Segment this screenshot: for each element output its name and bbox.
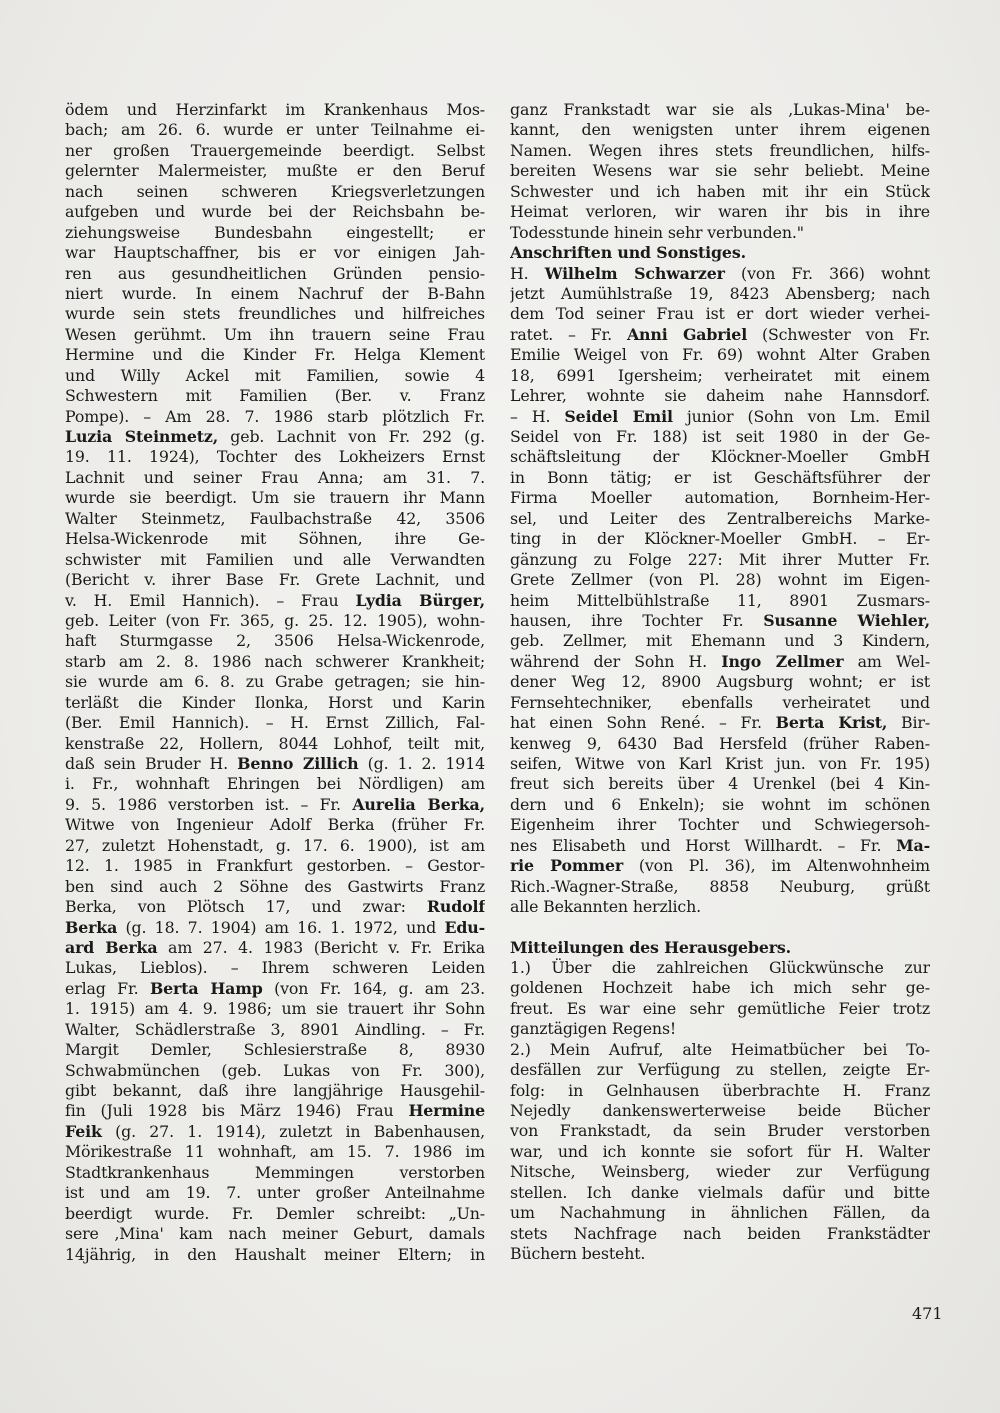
- text-segment: gänzung zu Folge 227: Mit ihrer Mutter Fr.: [510, 549, 930, 569]
- text-line: [510, 550, 930, 570]
- text-segment: Firma Moeller automation, Bornheim-Her-: [510, 488, 930, 508]
- text-segment: Namen. Wegen ihres stets freundlichen, hilfs-: [510, 140, 930, 160]
- bold-name: Susanne Wiehler,: [763, 610, 930, 630]
- text-line: [65, 877, 485, 897]
- text-line: [510, 631, 930, 651]
- text-line: [65, 366, 485, 386]
- text-segment: 18, 6991 Igersheim; verheiratet mit einem: [510, 365, 930, 385]
- text-segment: 9. 5. 1986 verstorben ist. – Fr.: [65, 794, 353, 814]
- text-line: [65, 264, 485, 284]
- text-segment: ben sind auch 2 Söhne des Gastwirts Franz: [65, 876, 485, 896]
- text-line: [510, 877, 930, 897]
- text-segment: bach; am 26. 6. wurde er unter Teilnahme ei-: [65, 120, 485, 140]
- text-line: [65, 427, 485, 447]
- text-line: [65, 304, 485, 324]
- text-line: [65, 284, 485, 304]
- right-column: [510, 100, 930, 1265]
- text-line: [65, 488, 485, 508]
- bold-name: Berka: [65, 917, 118, 937]
- text-segment: Schwabmünchen (geb. Lukas von Fr. 300),: [65, 1060, 485, 1080]
- text-line: [510, 1019, 930, 1039]
- text-segment: und Willy Ackel mit Familien, sowie 4: [65, 365, 485, 385]
- text-line: [65, 1204, 485, 1224]
- text-segment: ting in der Klöckner-Moeller GmbH. – Er-: [510, 529, 930, 549]
- text-line: [65, 202, 485, 222]
- text-line: [65, 1163, 485, 1183]
- text-line: [65, 591, 485, 611]
- text-line: [510, 652, 930, 672]
- text-line: [510, 284, 930, 304]
- text-segment: Walter, Schädlerstraße 3, 8901 Aindling. – Fr.: [65, 1019, 485, 1039]
- text-line: [510, 1101, 930, 1121]
- section-heading: [510, 243, 930, 263]
- text-segment: wurde sein stets freundliches und hilfreiches: [65, 304, 485, 324]
- text-line: [510, 264, 930, 284]
- text-segment: daß sein Bruder H.: [65, 754, 238, 773]
- text-line: [510, 345, 930, 365]
- text-line: [65, 120, 485, 140]
- text-segment: (Schwester von Fr.: [747, 324, 930, 344]
- text-segment: v. H. Emil Hannich). – Frau: [65, 590, 356, 610]
- text-segment: nes Elisabeth und Horst Willhardt. – Fr.: [510, 835, 897, 855]
- text-segment: heim Mittelbühlstraße 11, 8901 Zusmars-: [510, 590, 930, 610]
- text-segment: am 27. 4. 1983 (Bericht v. Fr. Erika: [157, 937, 485, 957]
- text-segment: Helsa-Wickenrode mit Söhnen, ihre Ge-: [65, 529, 485, 549]
- text-segment: (von Fr. 164, g. am 23.: [262, 978, 485, 998]
- text-segment: Witwe von Ingenieur Adolf Berka (früher Fr.: [65, 815, 485, 835]
- text-line: [65, 672, 485, 692]
- text-line: [510, 591, 930, 611]
- text-line: [510, 754, 930, 774]
- text-line: [65, 652, 485, 672]
- text-line: [510, 795, 930, 815]
- text-line: [510, 304, 930, 324]
- text-line: [510, 856, 930, 876]
- bold-name: Edu-: [444, 917, 485, 937]
- text-line: [510, 182, 930, 202]
- text-segment: 1. 1915) am 4. 9. 1986; um sie trauert ihr Sohn: [65, 999, 485, 1019]
- text-line: [65, 243, 485, 263]
- text-line: [510, 120, 930, 140]
- text-line: [510, 1040, 930, 1060]
- bold-name: Seidel Emil: [564, 406, 673, 426]
- text-segment: Seidel von Fr. 188) ist seit 1980 in der Ge-: [510, 427, 930, 446]
- text-line: [65, 141, 485, 161]
- text-line: [510, 1121, 930, 1141]
- text-segment: Büchern besteht.: [510, 1244, 646, 1264]
- text-segment: ratet. – Fr.: [510, 324, 627, 344]
- text-line: [510, 1162, 930, 1182]
- text-segment: dener Weg 12, 8900 Augsburg wohnt; er ist: [510, 672, 930, 692]
- bold-name: Anni Gabriel: [626, 324, 748, 344]
- text-segment: um Nachahmung in ähnlichen Fällen, da: [510, 1203, 930, 1223]
- text-segment: Rich.-Wagner-Straße, 8858 Neuburg, grüßt: [510, 876, 930, 896]
- text-segment: Fernsehtechniker, ebenfalls verheiratet und: [510, 692, 930, 712]
- text-line: [65, 734, 485, 754]
- text-segment: Lehrer, wohnte sie daheim nahe Hannsdorf.: [510, 386, 930, 406]
- text-segment: geb. Leiter (von Fr. 365, g. 25. 12. 1905), wohn-: [65, 610, 485, 630]
- text-segment: hat einen Sohn René. – Fr.: [510, 713, 776, 733]
- text-line: [65, 550, 485, 570]
- text-segment: ner großen Trauergemeinde beerdigt. Selbst: [65, 140, 485, 160]
- text-segment: folg: in Gelnhausen überbrachte H. Franz: [510, 1080, 930, 1100]
- text-line: [65, 611, 485, 631]
- text-line: [510, 999, 930, 1019]
- text-segment: alle Bekannten herzlich.: [510, 897, 702, 917]
- bold-name: Mitteilungen des Herausgebers.: [510, 937, 791, 957]
- text-segment: aufgeben und wurde bei der Reichsbahn be-: [65, 202, 485, 222]
- text-line: [510, 509, 930, 529]
- text-segment: (g. 27. 1. 1914), zuletzt in Babenhausen,: [101, 1121, 485, 1141]
- text-line: [65, 754, 485, 774]
- text-line: [65, 958, 485, 978]
- text-segment: war Hauptschaffner, bis er vor einigen Jah-: [65, 243, 485, 263]
- text-line: [65, 1061, 485, 1081]
- left-column: [65, 100, 485, 1265]
- text-line: [65, 1101, 485, 1121]
- text-segment: geb. Lachnit von Fr. 292 (g.: [218, 427, 485, 446]
- text-line: [65, 897, 485, 917]
- text-segment: ganztägigen Regens!: [510, 1019, 677, 1039]
- text-segment: sel, und Leiter des Zentralbereichs Marke-: [510, 508, 930, 528]
- text-line: [510, 366, 930, 386]
- text-segment: (von Fr. 366) wohnt: [724, 263, 930, 283]
- text-segment: 14jährig, in den Haushalt meiner Eltern; in: [65, 1244, 485, 1264]
- text-line: [65, 1040, 485, 1060]
- text-line: [510, 958, 930, 978]
- text-segment: Mörikestraße 11 wohnhaft, am 15. 7. 1986 im: [65, 1142, 485, 1162]
- text-segment: goldenen Hochzeit habe ich mich sehr ge-: [510, 978, 930, 998]
- text-line: [510, 386, 930, 406]
- text-segment: kenweg 9, 6430 Bad Hersfeld (früher Raben-: [510, 733, 930, 753]
- text-line: [65, 795, 485, 815]
- text-line: [65, 325, 485, 345]
- text-segment: (Bericht v. ihrer Base Fr. Grete Lachnit, und: [65, 570, 485, 590]
- text-line: [65, 182, 485, 202]
- text-segment: kenstraße 22, Hollern, 8044 Lohhof, teilt mit,: [65, 733, 485, 753]
- text-line: [510, 570, 930, 590]
- text-line: [65, 100, 485, 120]
- text-segment: H.: [510, 263, 545, 283]
- text-segment: junior (Sohn von Lm. Emil: [672, 406, 930, 426]
- text-line: [510, 488, 930, 508]
- text-line: [65, 774, 485, 794]
- text-line: [510, 161, 930, 181]
- text-segment: Eigenheim ihrer Tochter und Schwiegersoh-: [510, 815, 930, 835]
- text-line: [510, 407, 930, 427]
- text-line: [510, 1244, 930, 1264]
- text-segment: 27, zuletzt Hohenstadt, g. 17. 6. 1900), ist am: [65, 835, 485, 855]
- bold-name: Ingo Zellmer: [721, 651, 844, 671]
- text-line: [510, 897, 930, 917]
- bold-name: ard Berka: [65, 937, 158, 957]
- bold-name: Rudolf: [426, 897, 485, 917]
- text-line: [65, 1245, 485, 1265]
- text-line: [65, 938, 485, 958]
- text-segment: terläßt die Kinder Ilonka, Horst und Karin: [65, 692, 485, 712]
- text-line: [510, 978, 930, 998]
- text-segment: wurde sie beerdigt. Um sie trauern ihr Mann: [65, 488, 485, 508]
- text-line: [65, 856, 485, 876]
- text-line: [510, 713, 930, 733]
- text-line: [65, 1122, 485, 1142]
- text-line: [510, 611, 930, 631]
- text-segment: Nejedly dankenswerterweise beide Bücher: [510, 1101, 930, 1120]
- text-segment: schäftsleitung der Klöckner-Moeller GmbH: [510, 447, 930, 467]
- text-line: [65, 1224, 485, 1244]
- text-line: [65, 529, 485, 549]
- bold-name: Hermine: [408, 1101, 485, 1121]
- bold-name: Wilhelm Schwarzer: [544, 263, 725, 283]
- text-segment: 2.) Mein Aufruf, alte Heimatbücher bei To-: [510, 1039, 930, 1059]
- text-line: [510, 1183, 930, 1203]
- bold-name: Lydia Bürger,: [355, 590, 485, 610]
- text-segment: Wesen gerühmt. Um ihn trauern seine Frau: [65, 324, 485, 344]
- page-number: 471: [912, 1304, 943, 1323]
- text-segment: i. Fr., wohnhaft Ehringen bei Nördligen) am: [65, 774, 485, 794]
- text-segment: niert wurde. In einem Nachruf der B-Bahn: [65, 283, 485, 303]
- text-line: [65, 693, 485, 713]
- text-line: [510, 774, 930, 794]
- text-line: [510, 223, 930, 243]
- bold-name: Berta Krist,: [775, 713, 888, 733]
- text-segment: starb am 2. 8. 1986 nach schwerer Krankheit;: [65, 651, 485, 671]
- text-segment: ödem und Herzinfarkt im Krankenhaus Mos-: [65, 100, 485, 119]
- text-segment: bereiten Wesens war sie sehr beliebt. Meine: [510, 161, 930, 181]
- bold-name: Benno Zillich: [237, 754, 359, 773]
- bold-name: rie Pommer: [510, 856, 624, 876]
- text-segment: ziehungsweise Bundesbahn eingestellt; er: [65, 222, 485, 242]
- text-segment: (Ber. Emil Hannich). – H. Ernst Zillich, Fal-: [65, 713, 485, 733]
- text-line: [510, 141, 930, 161]
- text-segment: nach seinen schweren Kriegsverletzungen: [65, 181, 485, 201]
- text-segment: freut sich bereits über 4 Urenkel (bei 4 Kin-: [510, 774, 930, 794]
- text-segment: Lachnit und seiner Frau Anna; am 31. 7.: [65, 467, 485, 487]
- text-segment: beerdigt wurde. Fr. Demler schreibt: „Un-: [65, 1203, 485, 1223]
- text-line: [510, 1142, 930, 1162]
- text-segment: haft Sturmgasse 2, 3506 Helsa-Wickenrode,: [65, 631, 485, 651]
- text-segment: Stadtkrankenhaus Memmingen verstorben: [65, 1162, 485, 1182]
- text-segment: Lukas, Lieblos). – Ihrem schweren Leiden: [65, 958, 485, 978]
- paragraph-gap: [510, 918, 930, 938]
- text-segment: sie wurde am 6. 8. zu Grabe getragen; sie hin-: [65, 672, 485, 692]
- bold-name: Feik: [65, 1121, 102, 1141]
- text-segment: in Bonn tätig; er ist Geschäftsführer der: [510, 467, 930, 487]
- text-segment: 1.) Über die zahlreichen Glückwünsche zur: [510, 957, 930, 977]
- text-segment: Bir-: [887, 713, 930, 733]
- text-segment: Grete Zellmer (von Pl. 28) wohnt im Eigen-: [510, 570, 930, 590]
- text-line: [510, 1081, 930, 1101]
- text-segment: Nitsche, Weinsberg, wieder zur Verfügung: [510, 1162, 930, 1182]
- text-line: [510, 202, 930, 222]
- text-segment: erlag Fr.: [65, 978, 150, 998]
- text-line: [510, 427, 930, 447]
- text-segment: 19. 11. 1924), Tochter des Lokheizers Ernst: [65, 447, 485, 467]
- bold-name: Berta Hamp: [149, 978, 263, 998]
- text-segment: ren aus gesundheitlichen Gründen pensio-: [65, 263, 485, 283]
- text-line: [510, 836, 930, 856]
- text-segment: geb. Zellmer, mit Ehemann und 3 Kindern,: [510, 631, 930, 651]
- text-line: [510, 693, 930, 713]
- text-line: [65, 223, 485, 243]
- text-segment: freut. Es war eine sehr gemütliche Feier trotz: [510, 998, 930, 1018]
- text-line: [510, 529, 930, 549]
- text-line: [65, 1020, 485, 1040]
- text-line: [65, 161, 485, 181]
- text-segment: ist und am 19. 7. unter großer Anteilnahme: [65, 1183, 485, 1203]
- text-line: [65, 1081, 485, 1101]
- text-segment: ganz Frankstadt war sie als ‚Lukas-Mina' be-: [510, 100, 930, 119]
- text-line: [65, 979, 485, 999]
- text-segment: (g. 1. 2. 1914: [358, 754, 485, 773]
- text-line: [65, 386, 485, 406]
- text-segment: desfällen zur Verfügung zu stellen, zeigte Er-: [510, 1060, 930, 1080]
- text-line: [65, 999, 485, 1019]
- text-segment: dern und 6 Enkeln); sie wohnt im schönen: [510, 794, 930, 814]
- text-segment: stets Nachfrage nach beiden Frankstädter: [510, 1223, 930, 1243]
- text-line: [65, 631, 485, 651]
- text-line: [510, 325, 930, 345]
- text-line: [65, 509, 485, 529]
- text-segment: war, und ich konnte sie sofort für H. Walter: [510, 1141, 930, 1161]
- bold-name: Anschriften und Sonstiges.: [510, 243, 746, 263]
- text-segment: Schwester und ich haben mit ihr ein Stück: [510, 181, 930, 201]
- text-line: [65, 407, 485, 427]
- text-line: [510, 1060, 930, 1080]
- bold-name: Aurelia Berka,: [352, 794, 485, 814]
- text-line: [510, 468, 930, 488]
- section-heading: [510, 938, 930, 958]
- text-line: [510, 1203, 930, 1223]
- text-segment: schwister mit Familien und alle Verwandten: [65, 549, 485, 569]
- text-line: [510, 447, 930, 467]
- text-segment: 12. 1. 1985 in Frankfurt gestorben. – Gestor-: [65, 856, 485, 876]
- text-segment: Pompe). – Am 28. 7. 1986 starb plötzlich Fr.: [65, 406, 485, 426]
- text-line: [65, 1142, 485, 1162]
- bold-name: Luzia Steinmetz,: [65, 427, 219, 446]
- text-line: [510, 100, 930, 120]
- text-line: [510, 1224, 930, 1244]
- text-segment: Walter Steinmetz, Faulbachstraße 42, 3506: [65, 508, 485, 528]
- text-segment: fin (Juli 1928 bis März 1946) Frau: [65, 1101, 409, 1121]
- bold-name: Ma-: [896, 835, 930, 855]
- text-segment: Todesstunde hinein sehr verbunden.": [510, 222, 804, 242]
- text-segment: Hermine und die Kinder Fr. Helga Klement: [65, 345, 485, 365]
- text-segment: Berka, von Plötsch 17, und zwar:: [65, 897, 427, 917]
- text-segment: Margit Demler, Schlesierstraße 8, 8930: [65, 1040, 485, 1060]
- text-line: [65, 918, 485, 938]
- text-line: [65, 447, 485, 467]
- text-segment: stellen. Ich danke vielmals dafür und bitte: [510, 1182, 930, 1202]
- text-segment: gibt bekannt, daß ihre langjährige Hausgehil-: [65, 1081, 485, 1100]
- text-segment: dem Tod seiner Frau ist er dort wieder verhei-: [510, 304, 930, 324]
- text-segment: (g. 18. 7. 1904) am 16. 1. 1972, und: [117, 917, 445, 937]
- text-segment: kannt, den wenigsten unter ihrem eigenen: [510, 120, 930, 140]
- text-line: [65, 570, 485, 590]
- text-segment: Schwestern mit Familien (Ber. v. Franz: [65, 386, 485, 406]
- text-line: [65, 815, 485, 835]
- text-line: [510, 815, 930, 835]
- text-line: [65, 836, 485, 856]
- text-segment: – H.: [510, 406, 565, 426]
- text-segment: seifen, Witwe von Karl Krist jun. von Fr. 195): [510, 754, 930, 773]
- text-segment: sere ‚Mina' kam nach meiner Geburt, damals: [65, 1224, 485, 1244]
- text-segment: hausen, ihre Tochter Fr.: [510, 610, 764, 630]
- text-segment: am Wel-: [843, 651, 930, 671]
- text-segment: von Frankstadt, da sein Bruder verstorben: [510, 1121, 930, 1141]
- text-segment: jetzt Aumühlstraße 19, 8423 Abensberg; nach: [510, 283, 930, 303]
- text-line: [510, 672, 930, 692]
- text-line: [65, 713, 485, 733]
- text-segment: (von Pl. 36), im Altenwohnheim: [623, 856, 930, 876]
- text-line: [510, 734, 930, 754]
- text-line: [65, 468, 485, 488]
- text-segment: Heimat verloren, wir waren ihr bis in ihre: [510, 202, 930, 222]
- text-line: [65, 1183, 485, 1203]
- text-segment: gelernter Malermeister, mußte er den Beruf: [65, 161, 485, 181]
- text-segment: während der Sohn H.: [510, 651, 722, 671]
- text-line: [65, 345, 485, 365]
- text-segment: Emilie Weigel von Fr. 69) wohnt Alter Graben: [510, 345, 930, 365]
